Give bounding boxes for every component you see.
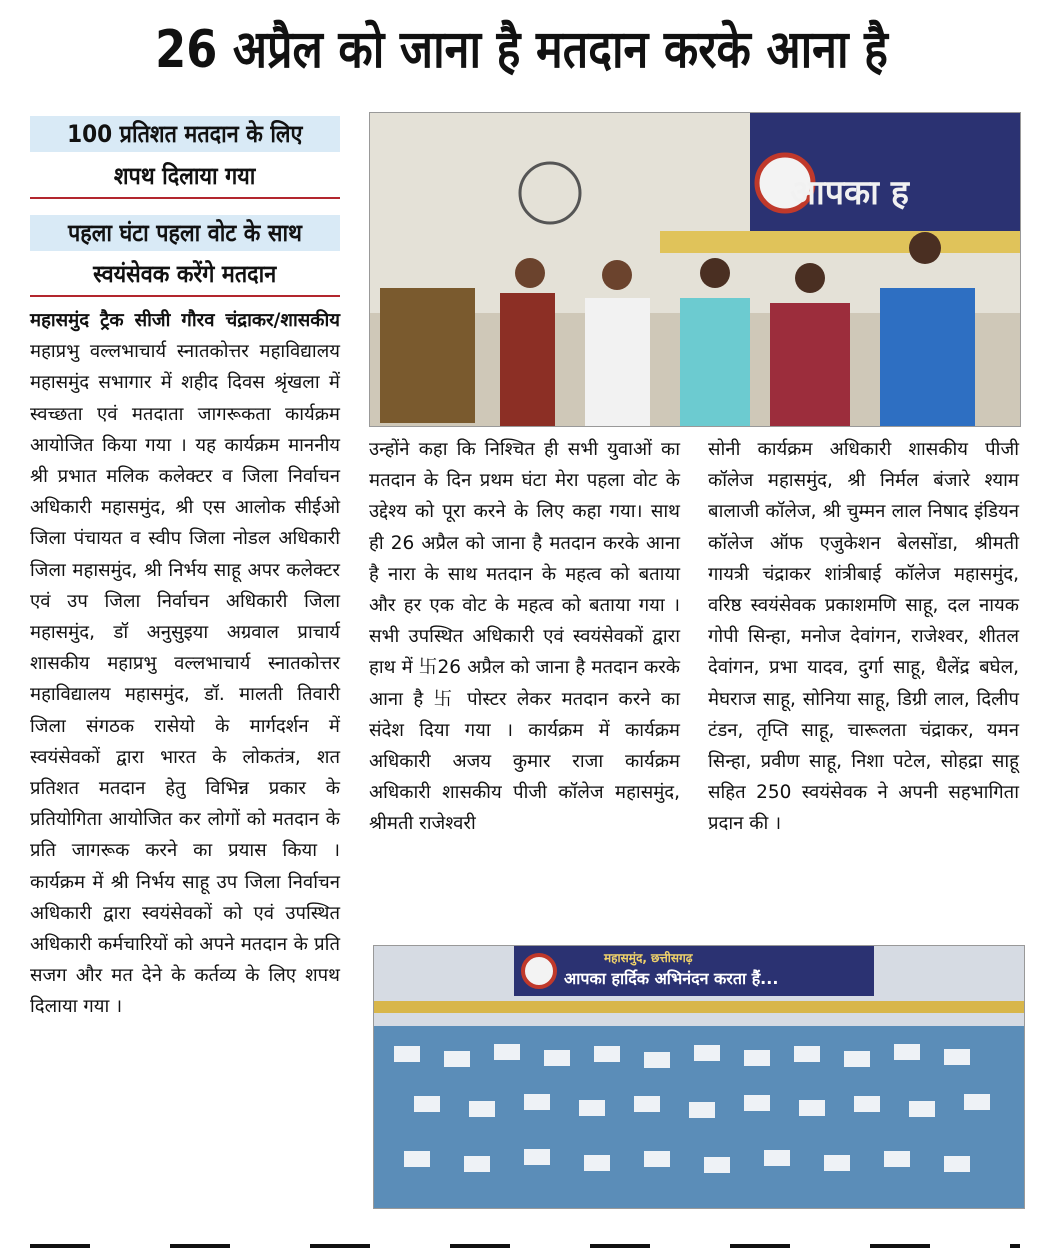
article-column-3-text: सोनी कार्यक्रम अधिकारी शासकीय पीजी कॉलेज महासमुंद, श्री निर्मल बंजारे श्याम बालाजी कॉलेज, श्री चुम्मन लाल निषाद इंडियन कॉलेज ऑफ एजुकेशन बेलसोंडा, श्रीमती गायत्री चंद्राकर शांत्रीबाई कॉलेज महासमुंद, वरिष्ठ स्वयंसेवक प्रकाशमणि साहू, दल नायक गोपी सिन्हा, मनोज देवांगन, राजेश्वर, शीतल देवांगन, प्रभा यादव, दुर्गा साहू, धैलेंद्र बघेल, मेघराज साहू, सोनिया साहू, डिग्री लाल, दिलीप टंडन, तृप्ति साहू, चारूलता चंद्राकर, यमन सिन्हा, प्रवीण साहू, निशा पटेल, सोहद्रा साहू सहित 250 स्वयंसेवक ने अपनी सहभागिता प्रदान की ।	[708, 439, 1019, 835]
photo-bottom-banner-line-2: आपका हार्दिक अभिनंदन करता हैं...	[564, 969, 779, 988]
subheading-1-line-2	[30, 158, 340, 194]
subheading-2-line-1	[30, 215, 340, 251]
divider-rule-1	[30, 197, 340, 199]
subheading-2-line-1-text: पहला घंटा पहला वोट के साथ	[68, 219, 302, 247]
cropped-next-article-strip	[30, 1244, 1020, 1248]
headline: 26 अप्रैल को जाना है मतदान करके आना है	[155, 20, 888, 80]
article-column-3	[708, 434, 1019, 840]
article-byline: महासमुंद ट्रैक सीजी गौरव चंद्राकर/शासकीय	[30, 310, 340, 331]
photo-top-banner-text: आपका ह	[790, 173, 909, 213]
subheading-1-line-1	[30, 116, 340, 152]
divider-rule-2	[30, 295, 340, 297]
article-column-1-text: महाप्रभु वल्लभाचार्य स्नातकोत्तर महाविद्यालय महासमुंद सभागार में शहीद दिवस श्रृंखला में स्वच्छता एवं मतदाता जागरूकता कार्यक्रम आयोजित किया गया । यह कार्यक्रम माननीय श्री प्रभात मलिक कलेक्टर व जिला निर्वाचन अधिकारी महासमुंद, श्री एस आलोक सीईओ जिला पंचायत व स्वीप जिला नोडल अधिकारी जिला महासमुंद, श्री निर्भय साहू अपर कलेक्टर एवं उप जिला निर्वाचन अधिकारी जिला महासमुंद, डॉ अनुसुइया अग्रवाल प्राचार्य शासकीय महाप्रभु वल्लभाचार्य स्नातकोत्तर महाविद्यालय महासमुंद, डॉ. मालती तिवारी जिला संगठक रासेयो के मार्गदर्शन में स्वयंसेवकों द्वारा भारत के लोकतंत्र, शत प्रतिशत मतदान हेतु विभिन्न प्रकार के प्रतियोगिता आयोजित कर लोगों को मतदान के प्रति जागरूक करने का प्रयास किया । कार्यक्रम में श्री निर्भय साहू उप जिला निर्वाचन अधिकारी द्वारा स्वयंसेवकों को एवं उपस्थित अधिकारी कर्मचारियों को अपने मतदान के प्रति सजग और मत देने के कर्तव्य के लिए शपथ दिलाया गया ।	[30, 341, 340, 1018]
subheading-1-line-1-text: 100 प्रतिशत मतदान के लिए	[67, 120, 303, 148]
photo-bottom-banner-line-1: महासमुंद, छत्तीसगढ़	[604, 951, 693, 965]
subheading-1-line-2-text: शपथ दिलाया गया	[114, 162, 256, 190]
photo-oath-ceremony	[369, 112, 1021, 427]
article-column-1	[30, 305, 340, 1023]
subheading-2-line-2	[30, 256, 340, 292]
cropped-next-article	[30, 1236, 1020, 1249]
article-column-2-text: उन्होंने कहा कि निश्चित ही सभी युवाओं का मतदान के दिन प्रथम घंटा मेरा पहला वोट के उद्देश्य को पूरा करने के लिए कहा गया। साथ ही 26 अप्रैल को जाना है मतदान करके आना है नारा के साथ मतदान के महत्व को बताया और हर एक वोट के महत्व को बताया गया । सभी उपस्थित अधिकारी एवं स्वयंसेवकों द्वारा हाथ में 卐26 अप्रैल को जाना है मतदान करके आना है 卐 पोस्टर लेकर मतदान करने का संदेश दिया गया । कार्यक्रम में कार्यक्रम अधिकारी अजय कुमार राजा कार्यक्रम अधिकारी शासकीय पीजी कॉलेज महासमुंद, श्रीमती राजेश्वरी	[369, 439, 680, 835]
photo-group-volunteers	[373, 945, 1025, 1209]
article-column-2	[369, 434, 680, 840]
subheading-2-line-2-text: स्वयंसेवक करेंगे मतदान	[93, 260, 277, 288]
photo-oath-illustration	[370, 113, 1020, 426]
